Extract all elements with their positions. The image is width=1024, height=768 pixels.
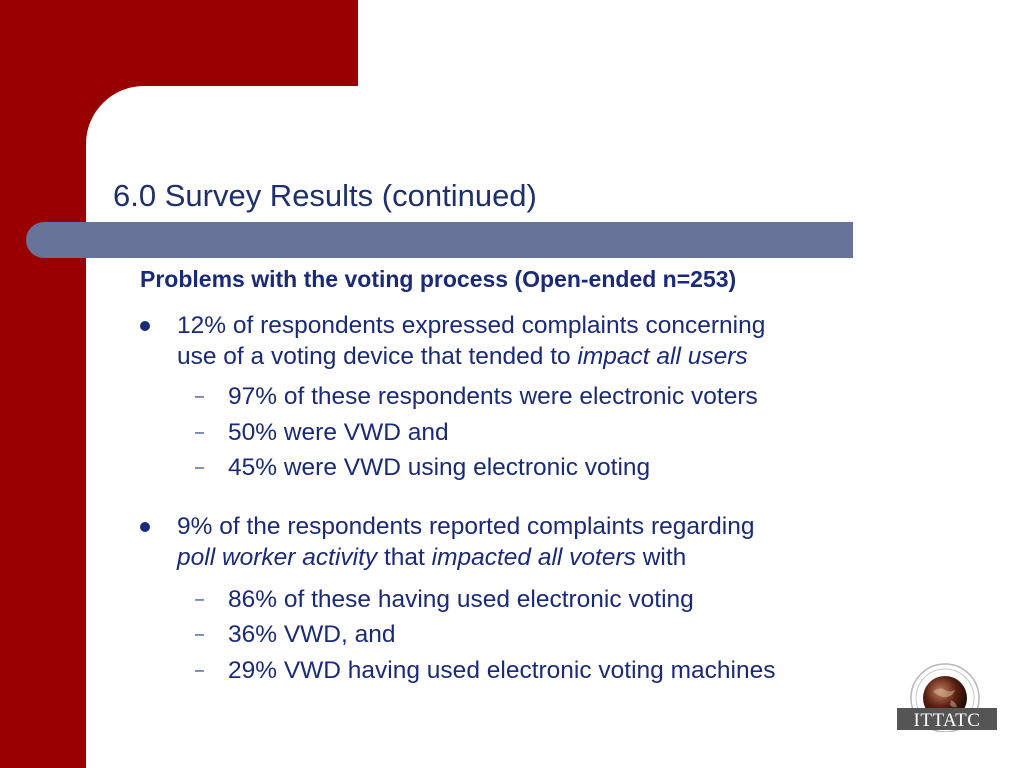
sub-bullet-text: 45% were VWD using electronic voting	[228, 454, 651, 481]
bullet-line-1: 12% of respondents expressed complaints concerning	[177, 312, 766, 339]
dash-icon: –	[195, 459, 204, 476]
logo-text: ITTATC	[913, 710, 981, 731]
bullet-text-italic: poll worker activity	[177, 544, 378, 571]
dash-icon: –	[195, 388, 204, 405]
bullet-text-plain: with	[635, 544, 687, 571]
slide-subtitle: Problems with the voting process (Open-ended n=253)	[140, 266, 737, 292]
sub-bullet-text: 86% of these having used electronic voting	[228, 586, 694, 613]
bullet-text	[177, 310, 765, 372]
bullet-line-1: 9% of the respondents reported complaints regarding	[177, 513, 755, 540]
dash-icon: –	[195, 424, 204, 441]
dash-icon: –	[195, 591, 204, 608]
dash-icon: –	[195, 626, 204, 643]
dash-icon: –	[195, 662, 204, 679]
slide-title: 6.0 Survey Results (continued)	[113, 178, 537, 213]
bullet-text-italic: impacted all voters	[431, 544, 636, 571]
ittatc-logo-icon	[895, 660, 999, 732]
bullet-text	[177, 511, 754, 573]
bullet-text-italic: impact all users	[577, 343, 748, 370]
sub-bullet-text: 97% of these respondents were electronic voters	[228, 383, 758, 410]
sub-bullet-text: 50% were VWD and	[228, 419, 449, 446]
bullet-dot-icon	[140, 522, 150, 532]
bullet-line-2	[177, 542, 754, 573]
bullet-dot-icon	[140, 321, 150, 331]
sub-bullet-text: 36% VWD, and	[228, 621, 396, 648]
bullet-text-plain: use of a voting device that tended to	[177, 343, 578, 370]
bullet-text-plain: that	[377, 544, 432, 571]
bullet-line-2	[177, 341, 765, 372]
title-underline-bar	[26, 222, 853, 258]
sub-bullet-text: 29% VWD having used electronic voting machines	[228, 657, 776, 684]
